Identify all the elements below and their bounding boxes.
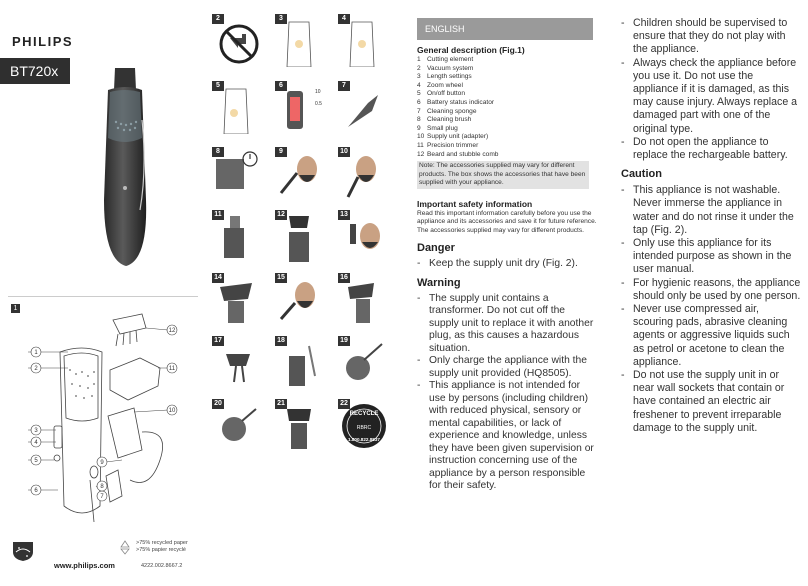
seal-mid-text: RBRC	[356, 425, 372, 431]
callout-2: 2	[34, 366, 38, 372]
figure-9: 9	[275, 147, 324, 200]
figure-15: 15	[275, 273, 324, 326]
scale-top: 10	[315, 89, 321, 95]
danger-title: Danger	[417, 242, 455, 255]
figure-4: 4	[338, 14, 387, 67]
figure-7: 7	[338, 81, 387, 134]
accessories-note: Note: The accessories supplied may vary for different products. The box shows the accessories that have been supplied with your appliance.	[417, 161, 589, 189]
list-item: 12 Beard and stubble comb	[417, 150, 499, 158]
figure-3: 3	[275, 14, 324, 67]
trimmer-photo	[90, 60, 160, 270]
list-item: - Never use compressed air, scouring pads, abrasive cleaning agents or aggressive liquids such as petrol or acetone to clean the appliance.	[621, 303, 801, 369]
callout-11: 11	[168, 366, 176, 372]
figure-5: 5	[212, 81, 261, 134]
list-item: - Keep the supply unit dry (Fig. 2).	[417, 258, 597, 271]
list-item: - Children should be supervised to ensure that they do not play with the appliance.	[621, 17, 801, 57]
safety-intro: Read this important information carefully before you use the appliance and its accessories and save it for future reference. The accessories supplied may vary for different products.	[417, 209, 597, 234]
list-item: 2 Vacuum system	[417, 64, 474, 72]
text-column-1	[417, 18, 597, 499]
figure-17: 17	[212, 336, 261, 389]
callout-8: 8	[100, 484, 104, 490]
figure-10: 10	[338, 147, 387, 200]
figure-18: 18	[275, 336, 324, 389]
figure-6: 10 0.5 6	[275, 81, 324, 134]
figure-22: RECYCLE RBRC 1.800.822.8837 22	[338, 399, 387, 452]
language-header: ENGLISH	[417, 18, 593, 40]
general-description-title: General description (Fig.1)	[417, 45, 525, 55]
list-item: - Only use this appliance for its intended purpose as shown in the user manual.	[621, 237, 801, 277]
seal-top-text: RECYCLE	[349, 411, 379, 417]
figure-19: 19	[338, 336, 387, 389]
scale-bottom: 0.5	[315, 101, 322, 107]
figure-21: 21	[275, 399, 324, 452]
callout-3: 3	[34, 428, 38, 434]
figure-16: 16	[338, 273, 387, 326]
callout-1: 1	[34, 350, 38, 356]
callout-7: 7	[100, 494, 104, 500]
list-item: 5 On/off button	[417, 90, 466, 98]
seal-bottom-text: 1.800.822.8837	[348, 437, 380, 442]
callout-12: 12	[168, 328, 176, 334]
list-item: - Do not open the appliance to replace the rechargeable battery.	[621, 136, 801, 162]
philips-shield-icon	[10, 540, 36, 562]
list-item: 9 Small plug	[417, 124, 458, 132]
warning-list	[417, 293, 597, 493]
safety-title: Important safety information	[417, 198, 533, 209]
figure-2: 2	[212, 14, 261, 67]
list-item: 7 Cleaning sponge	[417, 107, 477, 115]
list-item: 1 Cutting element	[417, 56, 474, 63]
warning-title: Warning	[417, 276, 461, 289]
list-item: 11 Precision trimmer	[417, 141, 479, 149]
figure-8: 8	[212, 147, 261, 200]
list-item: - The supply unit contains a transformer. Do not cut off the supply unit to replace it with another plug, as this causes a hazardous situation.	[417, 293, 597, 356]
figure-20: 20	[212, 399, 261, 452]
figure-1-drawing	[10, 300, 200, 535]
figure-13: 13	[338, 210, 387, 263]
part-number: 4222.002.8667.2	[141, 563, 183, 569]
figure-1-number: 1	[11, 304, 20, 313]
danger-list	[417, 258, 597, 271]
caution-title: Caution	[621, 168, 662, 181]
model-label: BT720x	[0, 58, 70, 84]
figure-14: 14	[212, 273, 261, 326]
callout-6: 6	[34, 488, 38, 494]
figure-11: 11	[212, 210, 261, 263]
brand-logo: PHILIPS	[12, 34, 74, 49]
parts-list	[417, 56, 597, 159]
list-item: - Only charge the appliance with the supply unit provided (HQ8505).	[417, 355, 597, 380]
list-item: - Do not use the supply unit in or near wall sockets that contain or have contained an electric air freshener to prevent irreparable damage to the supply unit.	[621, 369, 801, 435]
recycled-paper-note: >75% recycled paper >75% papier recyclé	[136, 540, 188, 553]
recycle-icon	[117, 539, 133, 555]
text-column-2	[621, 17, 801, 441]
callout-4: 4	[34, 440, 38, 446]
list-item: 4 Zoom wheel	[417, 81, 463, 89]
list-item: - For hygienic reasons, the appliance should only be used by one person.	[621, 277, 801, 303]
callout-9: 9	[100, 460, 104, 466]
list-item: 10 Supply unit (adapter)	[417, 133, 489, 141]
list-item: - This appliance is not washable. Never immerse the appliance in water and do not rinse it under the tap (Fig. 2).	[621, 184, 801, 237]
cover-column	[0, 0, 205, 586]
callout-10: 10	[168, 408, 176, 414]
callout-5: 5	[34, 458, 38, 464]
list-item: 3 Length settings	[417, 73, 472, 81]
section-divider	[8, 296, 198, 297]
warning-list-continued	[621, 17, 801, 162]
list-item: - This appliance is not intended for use by persons (including children) with reduced physical, sensory or mental capabilities, or lack of experience and knowledge, unless they have been given supervision or instruction concerning use of the appliance by a person responsible for their safety.	[417, 380, 597, 493]
figure-12: 12	[275, 210, 324, 263]
list-item: 8 Cleaning brush	[417, 116, 472, 124]
list-item: 6 Battery status indicator	[417, 98, 495, 106]
caution-list	[621, 184, 801, 435]
figure-grid	[212, 14, 410, 458]
list-item: - Always check the appliance before you use it. Do not use the appliance if it is damaged, as this may cause injury. Always replace a damaged part with one of the original type.	[621, 57, 801, 136]
website: www.philips.com	[54, 561, 115, 570]
